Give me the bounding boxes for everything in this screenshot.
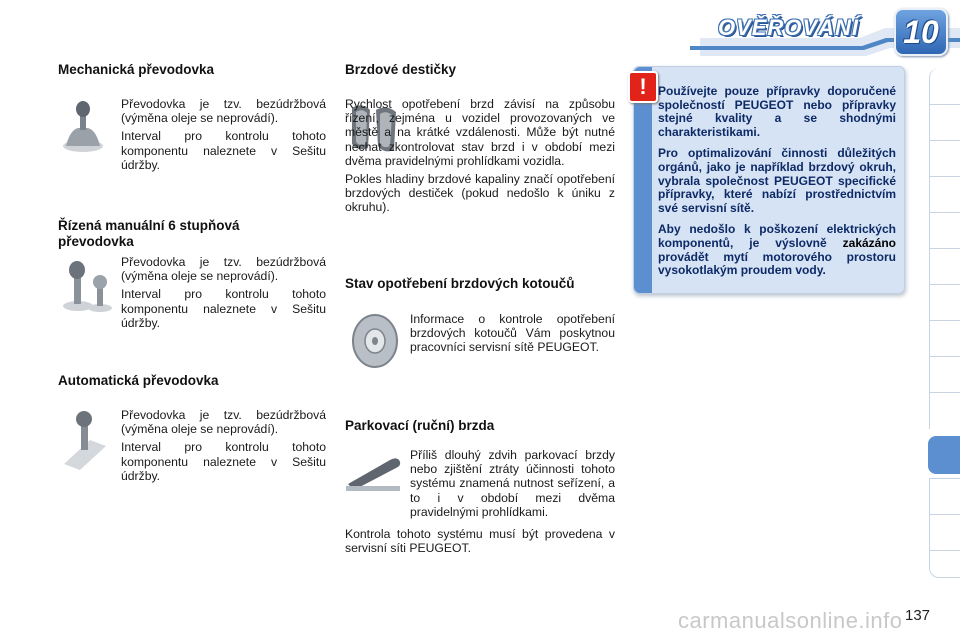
- chapter-tab[interactable]: [929, 140, 960, 177]
- text: Informace o kontrole opotřebení brzdových kotoučů Vám poskytnou pracovníci servisní sítě PEUGEOT.: [410, 312, 615, 355]
- section-title-manual-gearbox: Mechanická převodovka: [58, 62, 215, 77]
- section-title-brake-discs: Stav opotřebení brzdových kotoučů: [345, 276, 575, 291]
- chapter-number: 10: [903, 14, 939, 50]
- chapter-tab[interactable]: [929, 68, 960, 104]
- prohibited-emphasis: zakázáno: [842, 235, 896, 250]
- warning-text: Používejte pouze přípravky doporučené společností PEUGEOT nebo přípravky stejné kvality a se shodnými charakteristikami.: [658, 84, 896, 139]
- text: Interval pro kontrolu tohoto komponentu naleznete v Sešitu údržby.: [121, 287, 326, 330]
- chapter-tab[interactable]: [929, 104, 960, 141]
- section-title-automatic-gearbox: Automatická převodovka: [58, 373, 219, 388]
- chapter-tab[interactable]: [929, 248, 960, 285]
- text: Převodovka je tzv. bezúdržbová (výměna oleje se neprovádí).: [121, 97, 326, 126]
- text: Převodovka je tzv. bezúdržbová (výměna oleje se neprovádí).: [121, 408, 326, 437]
- text: Interval pro kontrolu tohoto komponentu naleznete v Sešitu údržby.: [121, 440, 326, 483]
- chapter-tab[interactable]: [929, 550, 960, 578]
- chapter-tab[interactable]: [929, 176, 960, 213]
- text: Pokles hladiny brzdové kapaliny značí opotřebení brzdových destiček (pokud nedošlo k úniku z okruhu).: [345, 172, 615, 215]
- warning-text-part: provádět mytí motorového prostoru vysokotlakým proudem vody.: [658, 249, 896, 278]
- warning-text-part: Aby nedošlo k poškození elektrických komponentů, je výslovně: [658, 222, 896, 250]
- watermark: carmanualsonline.info: [678, 608, 903, 633]
- chapter-tabs: [926, 68, 960, 578]
- brake-disc-icon: [350, 313, 404, 369]
- chapter-tab[interactable]: [929, 212, 960, 249]
- text: Interval pro kontrolu tohoto komponentu naleznete v Sešitu údržby.: [121, 129, 326, 172]
- section-title-brake-pads: Brzdové destičky: [345, 62, 457, 77]
- text: Kontrola tohoto systému musí být provedena v servisní síti PEUGEOT.: [345, 527, 615, 556]
- warning-icon: !: [628, 71, 658, 103]
- chapter-tab[interactable]: [929, 320, 960, 357]
- warning-box: [633, 66, 905, 294]
- chapter-tab[interactable]: [929, 356, 960, 393]
- warning-text-ban: [658, 223, 896, 277]
- text: Rychlost opotřebení brzd závisí na způsobu řízení, zejména u vozidel provozovaných ve městě a na krátké vzdálenosti. Může být nutné nechat zkontrolovat stav brzd i v období mezi dvěma pravidelnými prohlídkami vozidla.: [345, 97, 615, 168]
- page-title: OVĚŘOVÁNÍ: [718, 15, 860, 40]
- chapter-tab[interactable]: [929, 478, 960, 515]
- chapter-badge: [894, 8, 948, 56]
- sequential-gear-lever-icon: [60, 256, 114, 314]
- automatic-gear-lever-icon: [60, 410, 110, 470]
- chapter-tab-active[interactable]: [928, 436, 960, 474]
- chapter-tab[interactable]: [929, 392, 960, 429]
- page-number: 137: [905, 607, 931, 624]
- section-title-parking-brake: Parkovací (ruční) brzda: [345, 418, 495, 433]
- gear-lever-icon: [60, 100, 106, 154]
- warning-text: Pro optimalizování činnosti důležitých orgánů, jako je například brzdový okruh, vybrala společnost PEUGEOT specifické přípravky, které nabízí prostřednictvím své servisní sítě.: [658, 146, 896, 215]
- chapter-tab[interactable]: [929, 514, 960, 551]
- text: Převodovka je tzv. bezúdržbová (výměna oleje se neprovádí).: [121, 255, 326, 284]
- text: Příliš dlouhý zdvih parkovací brzdy nebo zjištění ztráty účinnosti tohoto systému znamená nutnost seřízení, a to i v období mezi dvěma pravidelnými prohlídkami.: [410, 448, 615, 519]
- chapter-tab[interactable]: [929, 284, 960, 321]
- header-bar: [0, 0, 960, 60]
- section-title-automated-gearbox: Řízená manuální 6 stupňová převodovka: [58, 218, 240, 249]
- parking-brake-icon: [346, 454, 402, 494]
